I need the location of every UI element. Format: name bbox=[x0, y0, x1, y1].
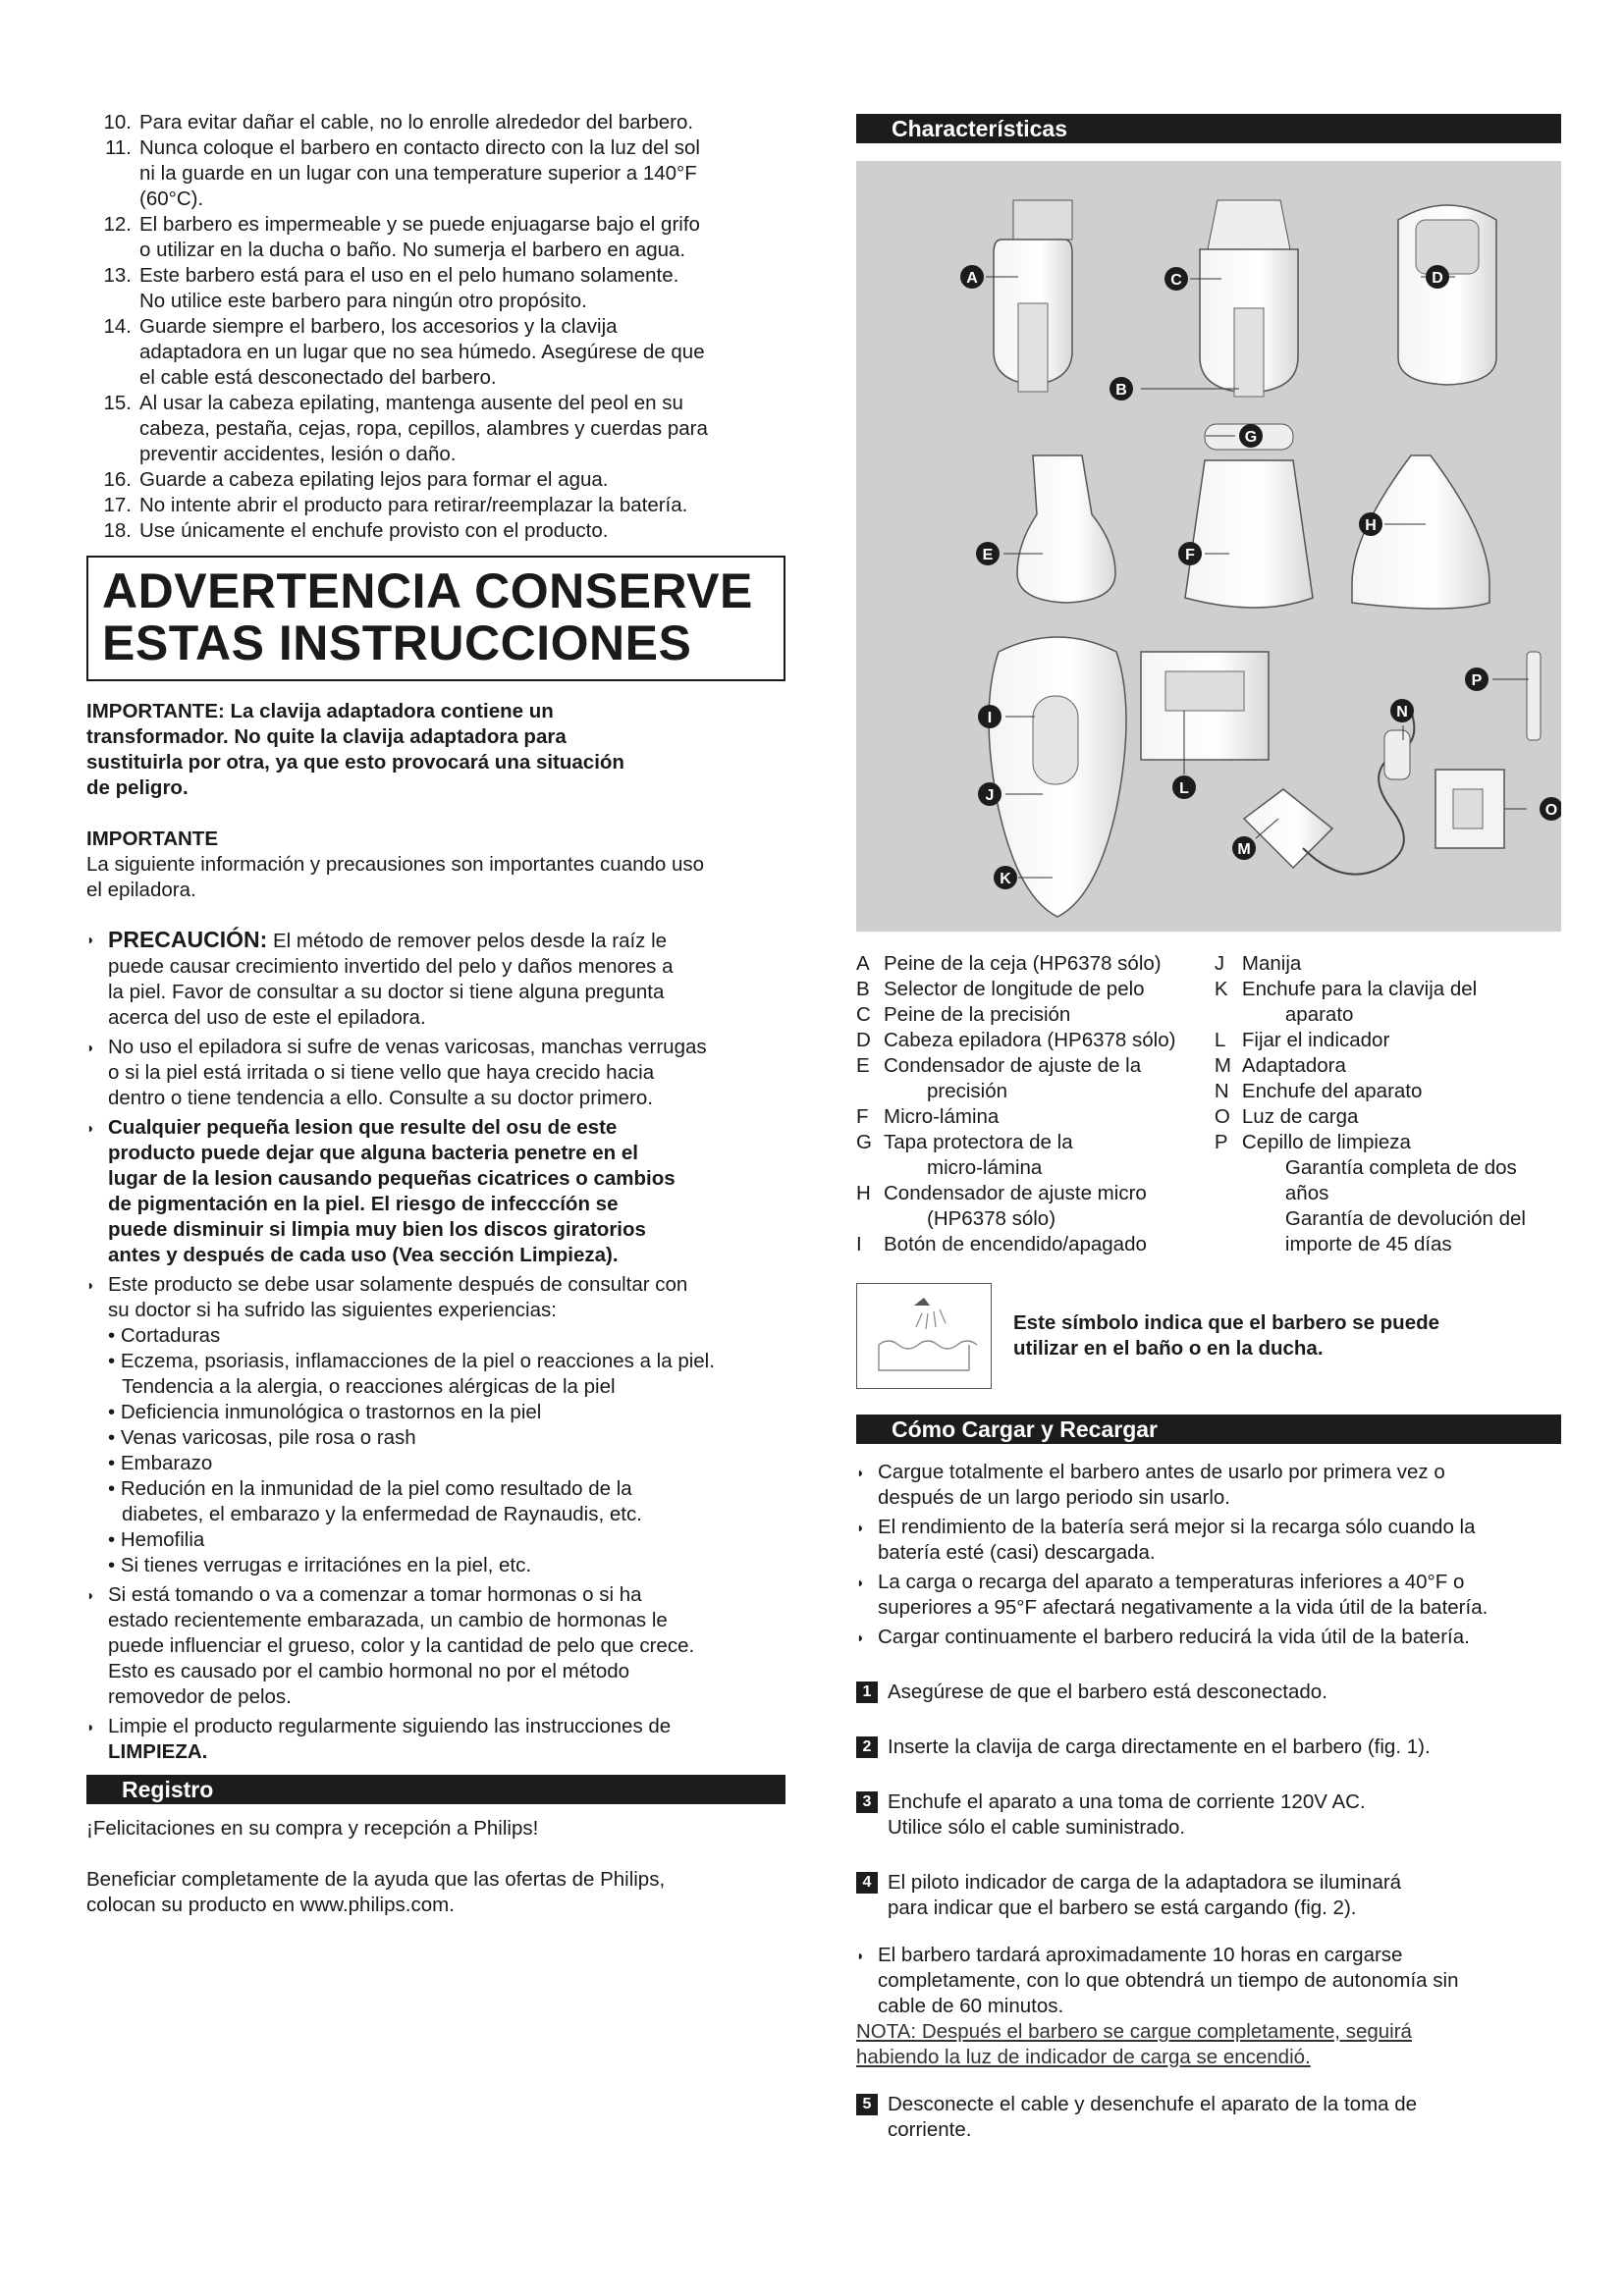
safety-item bbox=[86, 467, 785, 493]
step-text bbox=[888, 1680, 1561, 1705]
legend-text: Adaptadora bbox=[1241, 1054, 1346, 1077]
more-bullets bbox=[86, 1582, 785, 1765]
bullet-item bbox=[856, 1570, 1561, 1621]
safety-item bbox=[86, 263, 785, 314]
bullet-line: Este producto se debe usar solamente después de consultar con bbox=[108, 1273, 688, 1296]
item-line: Guarde a cabeza epilating lejos para formar el agua. bbox=[139, 468, 609, 491]
registro-text-2 bbox=[86, 1867, 785, 1918]
bullet-item bbox=[86, 1714, 785, 1765]
bullet-line: de pigmentación en la piel. El riesgo de infecccíón se bbox=[108, 1193, 619, 1215]
important-transformer bbox=[86, 699, 785, 801]
charging-step bbox=[856, 1680, 1561, 1705]
bullet-line: después de un largo periodo sin usarlo. bbox=[878, 1486, 1230, 1509]
product-illustration bbox=[856, 161, 1561, 932]
charging-step bbox=[856, 2092, 1561, 2143]
bullet-line: completamente, con lo que obtendrá un tiempo de autonomía sin bbox=[878, 1969, 1459, 1992]
text-line: Beneficiar completamente de la ayuda que las ofertas de Philips, bbox=[86, 1868, 666, 1891]
condition-line: • Deficiencia inmunológica o trastornos en la piel bbox=[108, 1401, 542, 1423]
important-title: IMPORTANTE bbox=[86, 828, 219, 850]
legend-key: F bbox=[856, 1105, 869, 1128]
part-label-e: E bbox=[982, 547, 994, 563]
step-number-badge: 3 bbox=[856, 1791, 878, 1813]
bullet-marker-icon: ◗ bbox=[86, 1120, 95, 1136]
condition-line: • Embarazo bbox=[108, 1452, 213, 1474]
bullet-line: estado recientemente embarazada, un cambio de hormonas le bbox=[108, 1609, 668, 1631]
item-text bbox=[139, 110, 785, 135]
legend-text: Manija bbox=[1241, 952, 1302, 975]
part-label-n: N bbox=[1396, 704, 1408, 721]
legend-text: Peine de la ceja (HP6378 sólo) bbox=[884, 952, 1162, 975]
registro-header: Registro bbox=[86, 1775, 785, 1804]
legend-row bbox=[856, 1206, 1215, 1232]
legend-key: D bbox=[856, 1029, 871, 1051]
bullet-line: o si la piel está irritada o si tiene vello que haya crecido hacia bbox=[108, 1061, 655, 1084]
appliance-plug bbox=[1384, 730, 1410, 779]
bullet-line: dentro o tiene tendencia a ello. Consulte a su doctor primero. bbox=[108, 1087, 653, 1109]
legend-row bbox=[856, 1104, 1215, 1130]
bullet-marker-icon: ◗ bbox=[86, 1587, 95, 1603]
charging-step bbox=[856, 1735, 1561, 1760]
bullet-line: Limpie el producto regularmente siguiendo las instrucciones de bbox=[108, 1715, 672, 1737]
part-label-m: M bbox=[1237, 841, 1251, 858]
right-column bbox=[856, 110, 1561, 2143]
safety-item bbox=[86, 135, 785, 212]
registro-text-1: ¡Felicitaciones en su compra y recepción a Philips! bbox=[86, 1817, 539, 1840]
bullet-marker-icon: ◗ bbox=[86, 1040, 95, 1055]
parts-legend bbox=[856, 951, 1561, 1257]
part-label-o: O bbox=[1544, 802, 1558, 819]
bullet-item bbox=[86, 1272, 785, 1323]
step-text bbox=[888, 2092, 1561, 2143]
warning-box bbox=[86, 556, 785, 681]
bullet-item bbox=[86, 1582, 785, 1710]
item-line: (60°C). bbox=[139, 187, 204, 210]
item-line: Use únicamente el enchufe provisto con el producto. bbox=[139, 519, 609, 542]
item-line: ni la guarde en un lugar con una temperature superior a 140°F bbox=[139, 162, 697, 185]
part-label-k: K bbox=[1000, 871, 1011, 887]
parts-diagram bbox=[856, 161, 1561, 932]
legend-key: H bbox=[856, 1182, 871, 1204]
bullet-text bbox=[108, 1115, 785, 1268]
legend-key bbox=[1215, 1206, 1242, 1232]
item-number: 14. bbox=[103, 315, 132, 338]
legend-row bbox=[856, 1130, 1215, 1155]
bullet-line: Si está tomando o va a comenzar a tomar hormonas o si ha bbox=[108, 1583, 642, 1606]
safety-item bbox=[86, 314, 785, 391]
item-line: Este barbero está para el uso en el pelo humano solamente. bbox=[139, 264, 679, 287]
legend-text: (HP6378 sólo) bbox=[927, 1207, 1056, 1230]
bullet-line: puede influenciar el grueso, color y la cantidad de pelo que crece. bbox=[108, 1634, 695, 1657]
legend-row bbox=[1215, 1206, 1561, 1232]
legend-row bbox=[1215, 1232, 1561, 1257]
legend-text: Selector de longitude de pelo bbox=[884, 978, 1145, 1000]
legend-key: N bbox=[1214, 1080, 1229, 1102]
step-text bbox=[888, 1789, 1561, 1841]
legend-row bbox=[856, 977, 1215, 1002]
bullet-lead: PRECAUCIÓN: bbox=[108, 927, 268, 952]
bullet-text bbox=[108, 1035, 785, 1111]
charging-step bbox=[856, 1789, 1561, 1841]
bullet-text bbox=[878, 1943, 1561, 2019]
legend-key: A bbox=[856, 952, 870, 975]
charging-steps bbox=[856, 1680, 1561, 1921]
bullet-line: producto puede dejar que alguna bacteria penetre en el bbox=[108, 1142, 638, 1164]
item-text bbox=[139, 263, 785, 314]
item-text bbox=[139, 493, 785, 518]
item-line: No utilice este barbero para ningún otro propósito. bbox=[139, 290, 587, 312]
charging-bullets bbox=[856, 1460, 1561, 1650]
bullet-line: cable de 60 minutos. bbox=[878, 1995, 1064, 2017]
legend-row bbox=[1215, 1155, 1561, 1206]
precision-comb-attachment bbox=[1200, 200, 1298, 397]
condition-line: diabetes, el embarazo y la enfermedad de Raynaudis, etc. bbox=[122, 1503, 642, 1525]
legend-text: Peine de la precisión bbox=[884, 1003, 1071, 1026]
step-number-badge: 4 bbox=[856, 1872, 878, 1894]
legend-text: Cabeza epiladora (HP6378 sólo) bbox=[884, 1029, 1176, 1051]
bullet-marker-icon: ◗ bbox=[856, 1520, 865, 1535]
bullet-item bbox=[856, 1943, 1561, 2019]
legend-key: O bbox=[1214, 1105, 1230, 1128]
item-line: Guarde siempre el barbero, los accesorios y la clavija bbox=[139, 315, 618, 338]
step-text bbox=[888, 1870, 1561, 1921]
left-column bbox=[86, 110, 785, 1918]
text-line: transformador. No quite la clavija adaptadora para bbox=[86, 725, 567, 748]
epilator-head bbox=[1398, 205, 1496, 385]
part-label-p: P bbox=[1471, 672, 1483, 689]
legend-key bbox=[856, 1079, 884, 1104]
waterproof-symbol-box bbox=[856, 1283, 1561, 1389]
item-text bbox=[139, 391, 785, 467]
bullet-marker-icon: ◗ bbox=[856, 1575, 865, 1590]
legend-key: J bbox=[1214, 952, 1225, 975]
safety-item bbox=[86, 110, 785, 135]
legend-row bbox=[1215, 1104, 1561, 1130]
legend-row bbox=[1215, 1079, 1561, 1104]
legend-key bbox=[1215, 1232, 1242, 1257]
condition-line: • Cortaduras bbox=[108, 1324, 221, 1347]
part-label-b: B bbox=[1115, 382, 1127, 399]
legend-row bbox=[856, 1028, 1215, 1053]
item-text bbox=[139, 467, 785, 493]
important-info bbox=[86, 852, 785, 903]
item-text bbox=[139, 212, 785, 263]
waterproof-symbol-text bbox=[992, 1310, 1439, 1362]
item-line: cabeza, pestaña, cejas, ropa, cepillos, alambres y cuerdas para bbox=[139, 417, 708, 440]
item-number: 13. bbox=[103, 264, 132, 287]
bullet-line: batería esté (casi) descargada. bbox=[878, 1541, 1156, 1564]
legend-text: Fijar el indicador bbox=[1241, 1029, 1390, 1051]
condition-line: • Eczema, psoriasis, inflamacciones de la piel o reacciones a la piel. bbox=[108, 1350, 715, 1372]
charging-step bbox=[856, 1870, 1561, 1921]
safety-item bbox=[86, 391, 785, 467]
step-number-badge: 2 bbox=[856, 1736, 878, 1758]
step-text bbox=[888, 1735, 1561, 1760]
step-line: Utilice sólo el cable suministrado. bbox=[888, 1816, 1186, 1839]
part-label-i: I bbox=[987, 710, 993, 726]
legend-row bbox=[1215, 977, 1561, 1002]
bullet-marker-icon: ◗ bbox=[86, 932, 95, 947]
note-line: NOTA: Después el barbero se cargue completamente, seguirá bbox=[856, 2020, 1412, 2043]
text-line: el epiladora. bbox=[86, 879, 196, 901]
bullet-text bbox=[108, 1272, 785, 1323]
bullet-line: La carga o recarga del aparato a temperaturas inferiores a 40°F o bbox=[878, 1571, 1465, 1593]
bullet-line: superiores a 95°F afectará negativamente a la vida útil de la batería. bbox=[878, 1596, 1489, 1619]
bullet-item bbox=[856, 1460, 1561, 1511]
bullet-text bbox=[878, 1625, 1561, 1650]
legend-text: Condensador de ajuste de la bbox=[884, 1054, 1142, 1077]
legend-key bbox=[856, 1155, 884, 1181]
text-line: IMPORTANTE: La clavija adaptadora contiene un bbox=[86, 700, 554, 722]
eyebrow-comb-attachment bbox=[994, 200, 1072, 392]
safety-item bbox=[86, 518, 785, 544]
item-number: 11. bbox=[105, 136, 132, 159]
bullet-item bbox=[86, 1035, 785, 1111]
bullet-item bbox=[856, 1515, 1561, 1566]
legend-left bbox=[856, 951, 1215, 1257]
legend-text: Luz de carga bbox=[1241, 1105, 1359, 1128]
charging-step-5 bbox=[856, 2092, 1561, 2143]
legend-text: Micro-lámina bbox=[884, 1105, 1000, 1128]
legend-key: K bbox=[1214, 978, 1228, 1000]
bullet-text bbox=[108, 927, 785, 1031]
legend-text: importe de 45 días bbox=[1284, 1233, 1452, 1255]
charging-note bbox=[856, 2019, 1561, 2070]
bullet-text bbox=[108, 1714, 785, 1765]
precaution-bullets bbox=[86, 927, 785, 1323]
item-line: Nunca coloque el barbero en contacto directo con la luz del sol bbox=[139, 136, 700, 159]
step-line: Inserte la clavija de carga directamente en el barbero (fig. 1). bbox=[888, 1735, 1431, 1758]
step-line: Desconecte el cable y desenchufe el aparato de la toma de bbox=[888, 2093, 1418, 2115]
legend-text: Enchufe del aparato bbox=[1241, 1080, 1423, 1102]
legend-row bbox=[1215, 1053, 1561, 1079]
legend-row bbox=[1215, 1130, 1561, 1155]
item-number: 18. bbox=[103, 519, 132, 542]
bullet-line: puede disminuir si limpia muy bien los discos giratorios bbox=[108, 1218, 646, 1241]
bullet-line: removedor de pelos. bbox=[108, 1685, 292, 1708]
warning-line-1: ADVERTENCIA CONSERVE bbox=[102, 563, 753, 618]
legend-text: Condensador de ajuste micro bbox=[884, 1182, 1147, 1204]
bullet-item bbox=[856, 1625, 1561, 1650]
charging-time-bullet bbox=[856, 1943, 1561, 2019]
cleaning-brush bbox=[1527, 652, 1541, 740]
text-line: Este símbolo indica que el barbero se puede bbox=[1013, 1311, 1440, 1334]
bullet-line: la piel. Favor de consultar a su doctor si tiene alguna pregunta bbox=[108, 981, 665, 1003]
item-text bbox=[139, 314, 785, 391]
condition-line: • Hemofilia bbox=[108, 1528, 205, 1551]
bullet-text bbox=[878, 1460, 1561, 1511]
legend-right bbox=[1215, 951, 1561, 1257]
item-text bbox=[139, 135, 785, 212]
bullet-bold-tail: LIMPIEZA. bbox=[108, 1740, 208, 1763]
legend-row bbox=[856, 1232, 1215, 1257]
legend-row bbox=[1215, 1028, 1561, 1053]
bullet-line: PRECAUCIÓN: El método de remover pelos desde la raíz le bbox=[108, 927, 668, 952]
text-line: de peligro. bbox=[86, 776, 189, 799]
bullet-line: puede causar crecimiento invertido del pelo y daños menores a bbox=[108, 955, 674, 978]
item-line: adaptadora en un lugar que no sea húmedo. Asegúrese de que bbox=[139, 341, 705, 363]
legend-text: Botón de encendido/apagado bbox=[884, 1233, 1147, 1255]
part-label-g: G bbox=[1244, 429, 1258, 446]
text-line: sustituirla por otra, ya que esto provocará una situación bbox=[86, 751, 624, 774]
item-line: preventir accidentes, lesión o daño. bbox=[139, 443, 457, 465]
bullet-line: El barbero tardará aproximadamente 10 horas en cargarse bbox=[878, 1944, 1403, 1966]
step-line: El piloto indicador de carga de la adaptadora se iluminará bbox=[888, 1871, 1402, 1894]
part-label-d: D bbox=[1432, 270, 1443, 287]
cargar-header: Cómo Cargar y Recargar bbox=[856, 1415, 1561, 1444]
micro-foil-head bbox=[1185, 460, 1313, 608]
bullet-line: lugar de la lesion causando pequeñas cicatrices o cambios bbox=[108, 1167, 676, 1190]
legend-key bbox=[1215, 1155, 1242, 1206]
safety-item bbox=[86, 493, 785, 518]
legend-text: precisión bbox=[927, 1080, 1008, 1102]
text-line: La siguiente información y precausiones son importantes cuando uso bbox=[86, 853, 705, 876]
shower-icon bbox=[856, 1283, 992, 1389]
legend-text: Garantía completa de dos años bbox=[1284, 1156, 1517, 1204]
item-line: El barbero es impermeable y se puede enjuagarse bajo el grifo bbox=[139, 213, 700, 236]
bullet-text bbox=[108, 1582, 785, 1710]
legend-row bbox=[856, 1053, 1215, 1079]
item-text bbox=[139, 518, 785, 544]
bullet-line: Cualquier pequeña lesion que resulte del osu de este bbox=[108, 1116, 618, 1139]
legend-text: Tapa protectora de la bbox=[884, 1131, 1073, 1153]
legend-row bbox=[1215, 951, 1561, 977]
step-line: corriente. bbox=[888, 2118, 972, 2141]
legend-key: G bbox=[856, 1131, 872, 1153]
bullet-line: acerca del uso de este el epiladora. bbox=[108, 1006, 426, 1029]
legend-text: Enchufe para la clavija del bbox=[1241, 978, 1478, 1000]
condition-line: • Si tienes verrugas e irritaciónes en la piel, etc. bbox=[108, 1554, 532, 1576]
item-number: 10. bbox=[103, 111, 132, 133]
precision-trimmer-head bbox=[1017, 455, 1115, 603]
legend-key: C bbox=[856, 1003, 871, 1026]
legend-row bbox=[856, 951, 1215, 977]
bullet-line: El rendimiento de la batería será mejor si la recarga sólo cuando la bbox=[878, 1516, 1476, 1538]
legend-row bbox=[856, 1181, 1215, 1206]
charge-light-inset bbox=[1435, 770, 1504, 848]
legend-key: E bbox=[856, 1054, 870, 1077]
legend-key: M bbox=[1214, 1054, 1231, 1077]
part-label-l: L bbox=[1179, 780, 1189, 797]
step-line: Asegúrese de que el barbero está desconectado. bbox=[888, 1681, 1327, 1703]
step-number-badge: 1 bbox=[856, 1682, 878, 1703]
item-line: No intente abrir el producto para retirar/reemplazar la batería. bbox=[139, 494, 688, 516]
legend-key bbox=[856, 1206, 884, 1232]
bullet-line: No uso el epiladora si sufre de venas varicosas, manchas verrugas bbox=[108, 1036, 707, 1058]
step-line: Enchufe el aparato a una toma de corriente 120V AC. bbox=[888, 1790, 1366, 1813]
bullet-marker-icon: ◗ bbox=[856, 1465, 865, 1480]
bullet-marker-icon: ◗ bbox=[86, 1719, 95, 1735]
part-label-a: A bbox=[966, 270, 978, 287]
part-label-j: J bbox=[985, 787, 995, 804]
item-number: 16. bbox=[103, 468, 132, 491]
bullet-line: Cargar continuamente el barbero reducirá la vida útil de la batería. bbox=[878, 1626, 1470, 1648]
legend-text: Cepillo de limpieza bbox=[1241, 1131, 1411, 1153]
item-number: 17. bbox=[103, 494, 132, 516]
bullet-line: Esto es causado por el cambio hormonal no por el método bbox=[108, 1660, 630, 1682]
caracteristicas-header: Characterísticas bbox=[856, 114, 1561, 143]
bullet-line: su doctor si ha sufrido las siguientes experiencias: bbox=[108, 1299, 557, 1321]
part-label-f: F bbox=[1185, 547, 1195, 563]
warning-line-2: ESTAS INSTRUCCIONES bbox=[102, 615, 692, 670]
legend-text: micro-lámina bbox=[927, 1156, 1043, 1179]
safety-list bbox=[86, 110, 785, 544]
conditions-list bbox=[86, 1323, 785, 1578]
text-line: utilizar en el baño o en la ducha. bbox=[1013, 1337, 1324, 1360]
bullet-line: antes y después de cada uso (Vea sección Limpieza). bbox=[108, 1244, 619, 1266]
bullet-marker-icon: ◗ bbox=[86, 1277, 95, 1293]
safety-item bbox=[86, 212, 785, 263]
bullet-text bbox=[878, 1570, 1561, 1621]
item-line: el cable está desconectado del barbero. bbox=[139, 366, 497, 389]
step-number-badge: 5 bbox=[856, 2094, 878, 2115]
part-label-c: C bbox=[1170, 272, 1182, 289]
legend-text: Garantía de devolución del bbox=[1284, 1207, 1526, 1230]
bullet-line: Cargue totalmente el barbero antes de usarlo por primera vez o bbox=[878, 1461, 1445, 1483]
charging-stand bbox=[1141, 652, 1269, 760]
condition-line: • Redución en la inmunidad de la piel como resultado de la bbox=[108, 1477, 632, 1500]
legend-key: I bbox=[856, 1233, 862, 1255]
item-line: Al usar la cabeza epilating, mantenga ausente del peol en su bbox=[139, 392, 683, 414]
item-line: o utilizar en la ducha o baño. No sumerja el barbero en agua. bbox=[139, 239, 686, 261]
legend-row bbox=[856, 1002, 1215, 1028]
bullet-marker-icon: ◗ bbox=[856, 1948, 865, 1963]
legend-row bbox=[856, 1079, 1215, 1104]
bullet-text bbox=[878, 1515, 1561, 1566]
legend-row bbox=[856, 1155, 1215, 1181]
item-number: 15. bbox=[103, 392, 132, 414]
legend-key: L bbox=[1214, 1029, 1226, 1051]
condition-line: Tendencia a la alergia, o reacciones alérgicas de la piel bbox=[122, 1375, 616, 1398]
bullet-marker-icon: ◗ bbox=[856, 1629, 865, 1645]
text-line: colocan su producto en www.philips.com. bbox=[86, 1894, 455, 1916]
part-label-h: H bbox=[1365, 517, 1377, 534]
bullet-item bbox=[86, 927, 785, 1031]
bullet-item bbox=[86, 1115, 785, 1268]
note-line: habiendo la luz de indicador de carga se encendió. bbox=[856, 2046, 1311, 2068]
legend-text: aparato bbox=[1284, 1003, 1354, 1026]
legend-row bbox=[1215, 1002, 1561, 1028]
legend-key: B bbox=[856, 978, 870, 1000]
condition-line: • Venas varicosas, pile rosa o rash bbox=[108, 1426, 416, 1449]
legend-key: P bbox=[1214, 1131, 1228, 1153]
item-number: 12. bbox=[103, 213, 132, 236]
legend-key bbox=[1215, 1002, 1242, 1028]
item-line: Para evitar dañar el cable, no lo enrolle alrededor del barbero. bbox=[139, 111, 694, 133]
step-line: para indicar que el barbero se está cargando (fig. 2). bbox=[888, 1896, 1357, 1919]
